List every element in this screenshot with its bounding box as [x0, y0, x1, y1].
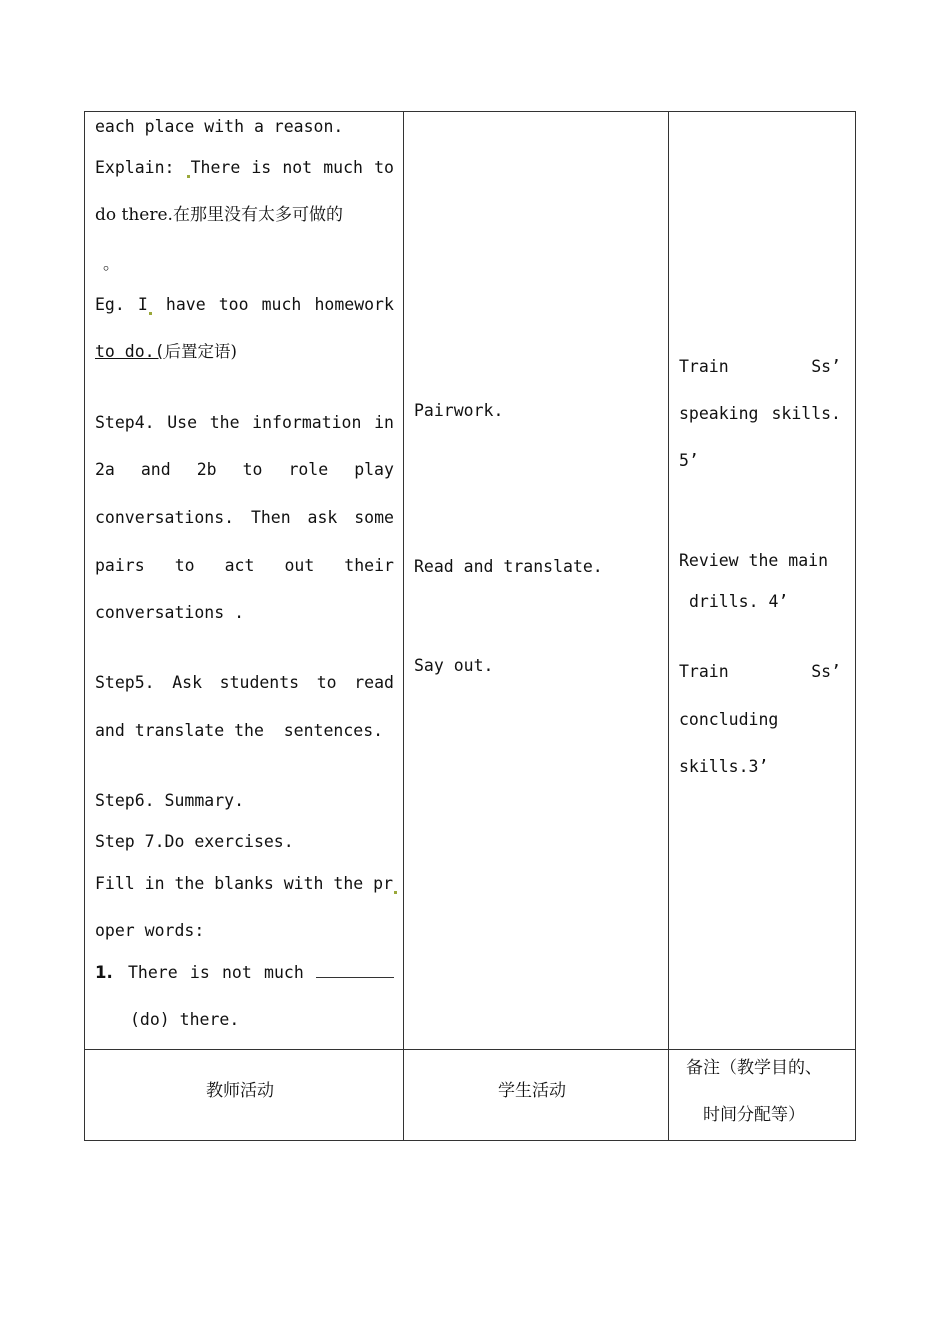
word: homework	[314, 295, 394, 314]
exercise-number: 1.	[95, 963, 113, 982]
fill-instruction: Fill in the blanks with the pr	[95, 874, 398, 894]
word: have	[165, 295, 206, 314]
note-text: 后置定语)	[164, 342, 237, 361]
underlined-text: to do.(	[95, 342, 165, 361]
notes-header-line-2: 时间分配等）	[703, 1105, 805, 1125]
train-line-1: Train Ss’	[679, 357, 841, 376]
text-line: 。	[103, 254, 120, 273]
read-translate-text: Read and translate.	[414, 557, 603, 576]
fill-instruction-cont: oper words:	[95, 921, 205, 940]
train-line-2: Train Ss’	[679, 662, 841, 681]
lesson-table	[84, 111, 856, 1141]
word: Eg.	[95, 295, 125, 314]
row-divider	[85, 1049, 855, 1050]
word: to	[374, 158, 394, 177]
word: not	[282, 158, 313, 177]
pairwork-text: Pairwork.	[414, 401, 504, 420]
concluding-line: concluding	[679, 710, 779, 729]
step6-line: Step6. Summary.	[95, 791, 245, 810]
step5-line-1: Step5. Ask students to read	[95, 673, 394, 692]
exercise-1-line: There is not much	[128, 963, 394, 983]
mark-dot	[394, 891, 397, 894]
explain-line	[95, 158, 394, 178]
skills-3-line: skills.3’	[679, 757, 769, 776]
notes-header-line-1: 备注（教学目的、	[686, 1058, 822, 1078]
column-divider-1	[403, 112, 404, 1140]
word: too	[218, 295, 249, 314]
step5-line-2: and translate the sentences.	[95, 721, 384, 740]
column-divider-2	[668, 112, 669, 1140]
mark-dot	[149, 312, 152, 315]
exercise-1-line-2: (do) there.	[130, 1010, 240, 1029]
word: I	[138, 295, 153, 315]
example-note	[95, 342, 237, 362]
review-line: Review the main	[679, 551, 829, 570]
step4-line-4: pairs to act out their	[95, 556, 394, 575]
step4-line-5: conversations .	[95, 603, 245, 622]
drills-line: drills. 4’	[689, 592, 789, 611]
time-5: 5’	[679, 451, 699, 470]
word: much	[323, 158, 363, 177]
say-out-text: Say out.	[414, 656, 494, 675]
answer-blank	[316, 963, 394, 978]
word: much	[261, 295, 302, 314]
text-line: each place with a reason.	[95, 117, 344, 136]
step4-line-3: conversations. Then ask some	[95, 508, 394, 527]
word: There	[186, 158, 241, 178]
teacher-activity-header: 教师活动	[206, 1081, 274, 1101]
example-line	[95, 295, 394, 315]
speaking-line: speaking skills.	[679, 404, 841, 423]
word: Explain:	[95, 158, 175, 177]
student-activity-header: 学生活动	[498, 1081, 566, 1101]
text-line: do there.在那里没有太多可做的	[95, 205, 343, 225]
mark-dot	[187, 175, 190, 178]
step4-line-1: Step4. Use the information in	[95, 413, 394, 432]
step7-line: Step 7.Do exercises.	[95, 832, 294, 851]
word: is	[251, 158, 272, 177]
step4-line-2: 2a and 2b to role play	[95, 460, 394, 479]
